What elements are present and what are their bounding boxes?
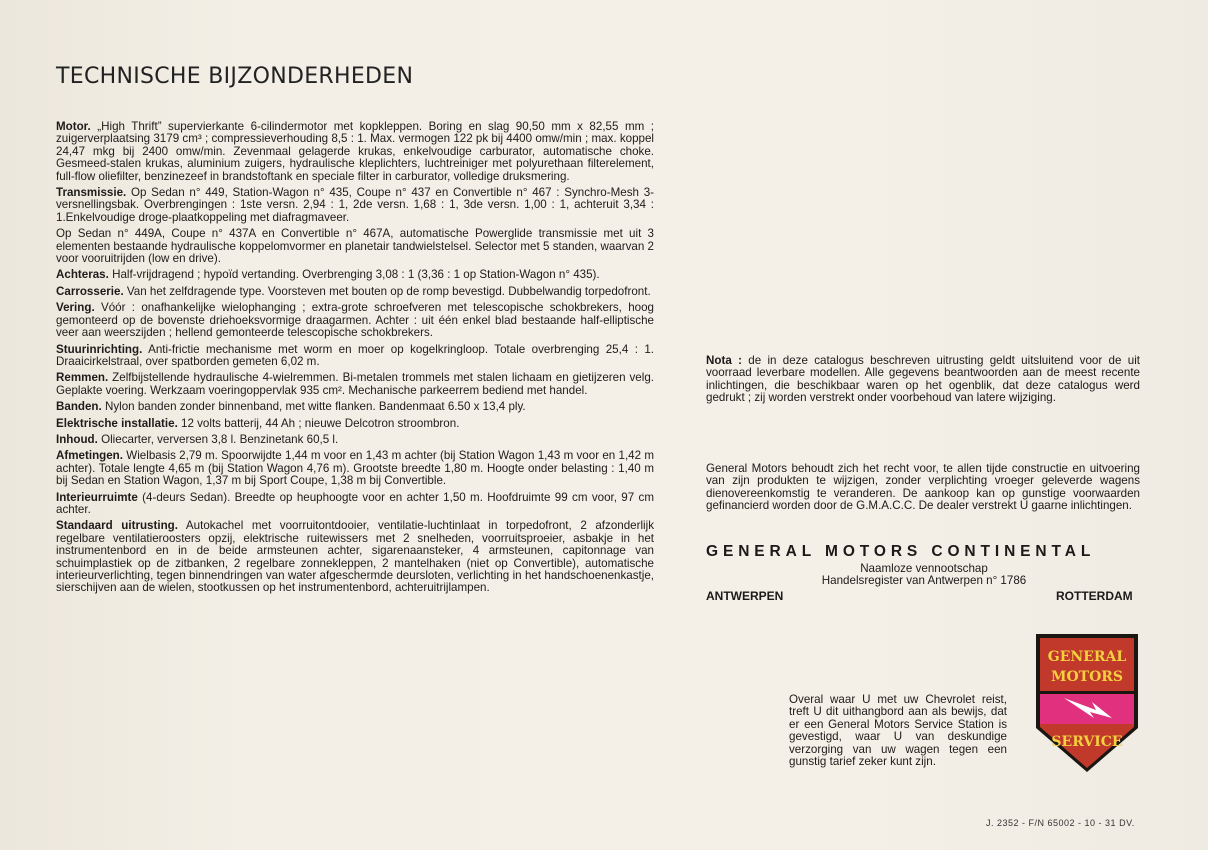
spec-paragraph <box>56 434 654 446</box>
note-label: Nota : <box>706 354 742 367</box>
company-name: GENERAL MOTORS CONTINENTAL <box>706 543 1096 560</box>
spec-text: Nylon banden zonder binnenband, met witte flanken. Bandenmaat 6.50 x 13,4 ply. <box>101 400 526 414</box>
spec-text: Half-vrijdragend ; hypoïd vertanding. Overbrenging 3,08 : 1 (3,36 : 1 op Station-Wagon n° 435). <box>108 268 600 282</box>
spec-label: Vering. <box>56 301 95 315</box>
spec-paragraph <box>56 344 654 369</box>
spec-paragraph <box>56 121 654 183</box>
spec-text: Van het zelfdragende type. Voorsteven met bouten op de romp bevestigd. Dubbelwandig torpedofront. <box>123 284 651 298</box>
spec-label: Interieurruimte <box>56 490 138 504</box>
spec-text: 12 volts batterij, 44 Ah ; nieuwe Delcotron stroombron. <box>177 416 460 430</box>
spec-paragraph <box>56 286 654 298</box>
spec-paragraph <box>56 450 654 487</box>
spec-label: Elektrische installatie. <box>56 416 178 430</box>
shield-text-service: SERVICE <box>1051 734 1123 750</box>
spec-text: Wielbasis 2,79 m. Spoorwijdte 1,44 m voor en 1,43 m achter (bij Station Wagon 1,43 m voor en 1,42 m achter). Totale lengte 4,65 m (bij Station Wagon 4,76 m). Grootste breedte 1,80 m. Hoogte onder belasting : 1,40 m bij Sedan en Station Wagon, 1,37 m bij Sport Coupe, 1,38 m bij Convertible. <box>56 449 654 488</box>
company-register: Handelsregister van Antwerpen n° 1786 <box>821 574 1027 588</box>
city-antwerpen: ANTWERPEN <box>706 589 784 603</box>
spec-paragraph <box>56 401 654 413</box>
spec-paragraph <box>56 228 654 265</box>
spec-text: „High Thrift” supervierkante 6-cilindermotor met kopkleppen. Boring en slag 90,50 mm x 82,55 mm ; zuigerverplaatsing 3179 cm³ ; compressieverhouding 8,5 : 1. Max. vermogen 122 pk bij 4400 omw/min ; max. koppel 24,47 mkg bij 2400 omw/min. Zevenmaal gelagerde krukas, enkelvoudige carburator, automatische choke. Gesmeed-stalen krukas, aluminium zuigers, hydraulische kleplichters, luchtreiniger met polyurethaan filterelement, full-flow oliefilter, benzinezeef in brandstoftank en speciale filter in carburator, volledige druksmering. <box>56 120 654 183</box>
dealer-sign-paragraph <box>789 694 1007 768</box>
spec-paragraph <box>56 520 654 594</box>
company-type: Naamloze vennootschap <box>860 562 988 575</box>
spec-label: Remmen. <box>56 371 109 385</box>
reservation-paragraph <box>706 463 1140 513</box>
print-code: J. 2352 - F/N 65002 - 10 - 31 DV. <box>986 818 1135 828</box>
spec-text: Op Sedan n° 449A, Coupe n° 437A en Convertible n° 467A, automatische Powerglide transmissie met uit 3 elementen bestaande hydraulische koppelomvormer en planetair tandwielstelsel. Selector met 5 standen, waarvan 2 voor vooruitrijden (low en drive). <box>56 227 654 266</box>
spec-label: Achteras. <box>56 268 109 282</box>
spec-label: Stuurinrichting. <box>56 342 143 356</box>
spec-text: (4-deurs Sedan). Breedte op heuphoogte voor en achter 1,50 m. Hoofdruimte 99 cm voor, 97 cm achter. <box>56 490 654 516</box>
dealer-text: Overal waar U met uw Chevrolet reist, treft U dit uithangbord aan als bewijs, dat er een General Motors Service Station is gevestigd, waar U van deskundige verzorging van uw wagen tegen een gunstig tarief zeker kunt zijn. <box>789 693 1007 769</box>
city-rotterdam: ROTTERDAM <box>1056 589 1133 603</box>
spec-paragraph <box>56 187 654 224</box>
note-text: de in deze catalogus beschreven uitrusting geldt uitsluitend voor de uit voorraad leverbare modellen. Alle gegevens beantwoorden aan de meest recente inlichtingen, die beschikbaar waren op het ogenblik, dat deze catalogus werd gedrukt ; zij worden verstrekt onder voorbehoud van latere wijziging. <box>706 354 1140 405</box>
spec-text: Anti-frictie mechanisme met worm en moer op kogelkringloop. Totale overbrenging 25,4 : 1. Draaicirkelstraal, over spatborden gemeten 6,02 m. <box>56 342 654 368</box>
shield-text-motors: MOTORS <box>1050 669 1124 685</box>
general-motors-service-logo <box>1034 632 1140 774</box>
spec-text: Zelfbijstellende hydraulische 4-wielremmen. Bi-metalen trommels met stalen lichaam en gietijzeren velg. Geplakte voering. Werkzaam voeringoppervlak 935 cm². Mechanische parkeerrem bediend met handel. <box>56 371 654 397</box>
spec-text: Vóór : onafhankelijke wielophanging ; extra-grote schroefveren met telescopische schokbrekers, hoog gemonteerd op de bovenste driehoeksvormige draagarmen. Achter : uit één enkel blad bestaande half-elliptische veer aan weerszijden ; hellend gemonteerde telescopische schokbrekers. <box>56 301 654 340</box>
spec-label: Carrosserie. <box>56 284 124 298</box>
shield-text-general: GENERAL <box>1047 649 1127 665</box>
spec-label: Afmetingen. <box>56 449 123 463</box>
spec-label: Motor. <box>56 120 91 133</box>
spec-text: Autokachel met voorruitontdooier, ventilatie-luchtinlaat in torpedofront, 2 afzonderlijk regelbare ventilatieroosters opzij, elektrische ruitewissers met 2 snelheden, voorruitsproeier, asbakje in het instrumentenbord en in de beide armsteunen achter, sigarenaansteker, 4 armsteunen, capitonnage van schuimplastiek op de zitbanken, 2 regelbare zonnekleppen, 2 mantelhaken (niet op Convertible), automatische interieurverlichting, tegen binnendringen van water afgeschermde deursloten, verlichting in het handschoenenkastje, sierschijven aan de wielen, stootkussen op het instrumentenbord, achteruitrijlampen. <box>56 519 654 595</box>
spec-paragraph <box>56 269 654 281</box>
reservation-text: General Motors behoudt zich het recht voor, te allen tijde constructie en uitvoering van zijn produkten te wijzigen, zonder verplichting vroeger geleverde wagens dienovereenkomstig te veranderen. De aankoop kan op gunstige voorwaarden gefinancierd worden door de G.M.A.C.C. De dealer verstrekt U gaarne inlichtingen. <box>706 462 1140 513</box>
page-title: TECHNISCHE BIJZONDERHEDEN <box>56 64 414 89</box>
spec-paragraph <box>56 492 654 517</box>
spec-label: Standaard uitrusting. <box>56 519 178 533</box>
spec-paragraph <box>56 372 654 397</box>
note-block <box>706 355 1140 405</box>
spec-text: Oliecarter, verversen 3,8 l. Benzinetank 60,5 l. <box>97 432 339 446</box>
spec-text: Op Sedan n° 449, Station-Wagon n° 435, Coupe n° 437 en Convertible n° 467 : Synchro-Mesh 3-versnellingsbak. Overbrengingen : 1ste versn. 2,94 : 1, 2de versn. 1,68 : 1, 3de versn. 1,00 : 1, achteruit 3,34 : 1.Enkelvoudige droge-plaatkoppeling met diafragmaveer. <box>56 186 654 224</box>
spec-label: Transmissie. <box>56 186 127 200</box>
spec-paragraph <box>56 418 654 430</box>
company-details <box>706 563 1142 588</box>
spec-label: Banden. <box>56 400 102 414</box>
spec-label: Inhoud. <box>56 432 98 446</box>
specifications-list <box>56 121 654 599</box>
spec-paragraph <box>56 302 654 339</box>
